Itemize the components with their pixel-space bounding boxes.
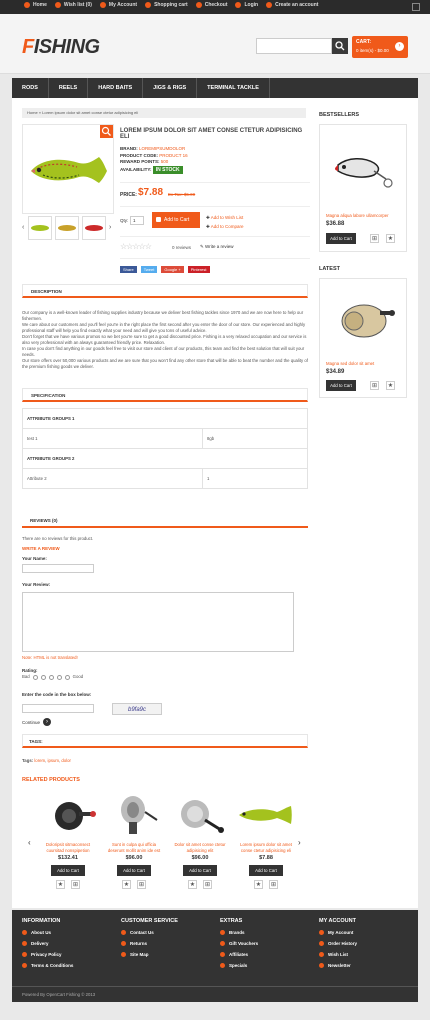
- reward-points: 500: [160, 159, 169, 164]
- footer-link[interactable]: About Us: [22, 930, 73, 935]
- cart-icon: [145, 2, 151, 8]
- lure-thumb-image: [83, 217, 105, 239]
- related-product: [235, 790, 297, 889]
- register-icon: [266, 2, 272, 8]
- top-link-register[interactable]: Create an account: [260, 2, 318, 8]
- description-heading[interactable]: DESCRIPTION: [22, 284, 308, 298]
- write-review-heading: WRITE A REVIEW: [22, 546, 60, 551]
- add-to-cart-button[interactable]: Add to Cart: [326, 380, 356, 391]
- compare-icon[interactable]: ⊞: [138, 882, 145, 888]
- search-icon: [335, 41, 345, 51]
- captcha-image: b9fa9c: [112, 703, 162, 715]
- table-row: ATTRIBUTE GROUPS 1: [23, 409, 308, 429]
- rating-radio-2[interactable]: [41, 675, 46, 680]
- table-row: ATTRIBUTE GROUPS 2: [23, 449, 308, 469]
- footer-link[interactable]: Site Map: [121, 952, 178, 957]
- wishlist-star-icon[interactable]: ★: [387, 383, 394, 389]
- pinterest-share-button[interactable]: Pinterest: [188, 266, 210, 273]
- product-price: $96.00: [191, 855, 209, 861]
- captcha-label: Enter the code in the box below:: [22, 692, 92, 697]
- footer-column-customer-service: CUSTOMER SERVICE Contact Us Returns Site Map: [121, 918, 178, 957]
- review-textarea[interactable]: [22, 592, 294, 652]
- top-link-wishlist[interactable]: Wish list (0): [49, 2, 92, 8]
- chevron-left-icon[interactable]: ‹: [28, 838, 31, 847]
- footer-link[interactable]: My Account: [319, 930, 357, 935]
- zoom-button[interactable]: [100, 125, 113, 138]
- write-review-link[interactable]: ✎ Write a review: [200, 244, 234, 249]
- product-meta: BRAND: LOREMIPSUMDOLOR PRODUCT CODE: PRODUCT 16 REWARD POINTS: 500 AVAILABILITY: IN STOCK: [120, 146, 188, 173]
- chevron-left-icon[interactable]: ‹: [22, 224, 25, 231]
- tags-heading: TAGS:: [22, 734, 308, 748]
- add-to-cart-button[interactable]: Add to Cart: [51, 865, 85, 876]
- zoom-icon: [100, 125, 113, 138]
- add-to-cart-button[interactable]: Add to Cart: [152, 212, 200, 228]
- cart-summary: 0 item(s) - $0.00: [356, 48, 389, 53]
- review-label: Your Review:: [22, 582, 51, 587]
- add-to-cart-button[interactable]: Add to Cart: [117, 865, 151, 876]
- facebook-share-button[interactable]: Share: [120, 266, 137, 273]
- bestseller-box: [319, 124, 407, 252]
- footer-link[interactable]: Contact Us: [121, 930, 178, 935]
- description-body: [22, 310, 308, 370]
- footer-column-my-account: MY ACCOUNT My Account Order History Wish List Newsletter: [319, 918, 358, 968]
- reel-image: [169, 790, 231, 840]
- related-product: [103, 790, 165, 889]
- footer-link[interactable]: Gift Vouchers: [220, 941, 258, 946]
- html-note: Note: HTML is not translated!: [22, 655, 78, 660]
- search-button[interactable]: [332, 38, 348, 54]
- twitter-share-button[interactable]: Tweet: [141, 266, 158, 273]
- specification-table: [22, 408, 308, 489]
- product-price: $96.00: [125, 855, 143, 861]
- lure-image: [235, 790, 297, 840]
- nav-item-reels[interactable]: REELS: [49, 78, 88, 98]
- compare-icon[interactable]: ⊞: [270, 882, 277, 888]
- tag-link[interactable]: ipsum: [47, 758, 59, 763]
- pencil-icon: ✎: [200, 244, 206, 249]
- stock-badge: IN STOCK: [153, 166, 183, 175]
- bestsellers-title: BESTSELLERS: [319, 112, 360, 118]
- product-price: $7.88: [259, 855, 273, 861]
- description-paragraph: In case you don't find anything in our goods feel free to visit our store and client of our products, this team and find the best solution that will suit your needs.: [22, 346, 305, 357]
- top-link-account[interactable]: My Account: [94, 2, 137, 8]
- description-paragraph: Don't forget that we have various promos so we bet you're sure to get a good discounted price. Fishing is a very relaxed occupation and our service is also very professional with an always guaranteed friendly price. Relaxation.: [22, 334, 307, 345]
- product-image[interactable]: [169, 790, 231, 840]
- rating-radio-3[interactable]: [49, 675, 54, 680]
- related-product: [169, 790, 231, 889]
- divider: [120, 206, 310, 207]
- name-label: Your Name:: [22, 556, 47, 561]
- product-name-link[interactable]: Magna sed dolor sit amet: [326, 361, 375, 366]
- description-paragraph: Our store offers over 50,000 various products and we are sure that you won't find any other store that will be able to beat the number and the quality of the premium fishing goods we deliver.: [22, 358, 308, 369]
- google-share-button[interactable]: Google +: [161, 266, 183, 273]
- product-image[interactable]: [103, 790, 165, 840]
- wishlist-star-icon[interactable]: ★: [189, 882, 196, 888]
- latest-title: LATEST: [319, 266, 340, 272]
- nav-item-jigs-rigs[interactable]: JIGS & RIGS: [143, 78, 197, 98]
- product-price: $132.41: [58, 855, 78, 861]
- reel-image: [103, 790, 165, 840]
- lure-thumb-image: [29, 217, 51, 239]
- product-name-link[interactable]: Dolor sit amet conse ctetur adipisicing elit: [174, 842, 226, 853]
- related-heading: RELATED PRODUCTS: [22, 777, 80, 783]
- footer-column-extras: EXTRAS Brands Gift Vouchers Affiliates Specials: [220, 918, 259, 968]
- powered-by-text: Powered By OpenCart Fishing © 2013: [22, 992, 96, 997]
- add-to-wishlist-link[interactable]: ✚ Add to Wish List: [206, 215, 244, 220]
- chevron-right-icon[interactable]: ›: [298, 838, 301, 847]
- specification-heading[interactable]: SPECIFICATION: [22, 388, 308, 402]
- product-name-link[interactable]: Doloripsit sitmaconsect cuursitad nonspipetion: [45, 842, 91, 853]
- login-icon: [235, 2, 241, 8]
- reel-image: [324, 285, 404, 355]
- nav-item-hard-baits[interactable]: HARD BAITS: [88, 78, 143, 98]
- footer-link[interactable]: Specials: [220, 963, 258, 968]
- product-name-link[interactable]: Magna aliqua labore ullamcorper: [326, 213, 389, 218]
- nav-item-terminal-tackle[interactable]: TERMINAL TACKLE: [197, 78, 270, 98]
- currency-dropdown-icon[interactable]: [412, 3, 420, 11]
- quantity-input[interactable]: 1: [130, 216, 144, 225]
- top-links: [18, 2, 318, 8]
- wishlist-star-icon[interactable]: ★: [255, 882, 262, 888]
- compare-icon[interactable]: ⊞: [72, 882, 79, 888]
- price-label: PRICE:: [120, 192, 137, 198]
- plus-icon: ✚: [206, 224, 211, 229]
- description-paragraph: We care about our customers and you'll feel you're in the right place the first second after you enter the door of our store. Our experienced and highly professional staff will help you find exactly what your need and will give you tons of useful advice.: [22, 322, 306, 333]
- latest-box: [319, 278, 407, 398]
- divider: [120, 182, 310, 183]
- reel-image: [37, 790, 99, 840]
- top-link-login[interactable]: Login: [229, 2, 258, 8]
- thumbnail-strip: [22, 216, 114, 242]
- add-to-compare-link[interactable]: ✚ Add to Compare: [206, 224, 244, 229]
- product-name-link[interactable]: Sunt in culpa qui officia deserunt mollit anim ide est: [107, 842, 161, 853]
- thumbnail[interactable]: [82, 216, 106, 240]
- product-image[interactable]: [324, 285, 404, 355]
- continue-button[interactable]: Continue ›: [22, 718, 51, 726]
- product-code: PRODUCT 16: [159, 152, 188, 158]
- arrow-right-icon: ›: [43, 718, 51, 726]
- compare-icon[interactable]: ⊞: [204, 882, 211, 888]
- home-icon: [24, 2, 30, 8]
- add-to-cart-button[interactable]: Add to Cart: [183, 865, 217, 876]
- lure-thumb-image: [56, 217, 78, 239]
- rating-label: Rating:: [22, 668, 38, 673]
- user-icon: [100, 2, 106, 8]
- top-link-home[interactable]: Home: [18, 2, 47, 8]
- reviews-heading[interactable]: REVIEWS (0): [22, 514, 308, 528]
- footer-column-information: INFORMATION About Us Delivery Privacy Policy Terms & Conditions: [22, 918, 74, 968]
- table-row: Attribute 2 1: [23, 469, 308, 489]
- breadcrumb[interactable]: Home » Lorem ipsum dolor sit amet conse ctetur adipisicing eli: [22, 108, 306, 118]
- add-to-cart-button[interactable]: Add to Cart: [326, 233, 356, 244]
- plus-icon: ✚: [206, 215, 211, 220]
- product-price: $36.88: [326, 221, 345, 227]
- wishlist-star-icon[interactable]: ★: [57, 882, 64, 888]
- top-link-checkout[interactable]: Checkout: [190, 2, 228, 8]
- cart-icon: [156, 217, 161, 222]
- footer-link[interactable]: Wish List: [319, 952, 357, 957]
- nav-item-rods[interactable]: RODS: [12, 78, 49, 98]
- lure-image: [23, 125, 115, 215]
- cart-title: CART:: [356, 39, 371, 45]
- footer-link[interactable]: Brands: [220, 930, 258, 935]
- share-buttons: [120, 266, 210, 273]
- search-input[interactable]: [256, 38, 332, 54]
- footer-link[interactable]: Terms & Conditions: [22, 963, 73, 968]
- price: $7.88: [138, 187, 164, 198]
- add-to-cart-button[interactable]: Add to Cart: [249, 865, 283, 876]
- divider: [120, 236, 310, 237]
- heart-icon: [55, 2, 61, 8]
- name-input[interactable]: [22, 564, 94, 573]
- chevron-right-icon[interactable]: ›: [109, 224, 112, 231]
- logo[interactable]: FISHING: [22, 36, 100, 58]
- no-reviews-text: There are no reviews for this product.: [22, 536, 94, 541]
- wishlist-star-icon[interactable]: ★: [387, 236, 394, 242]
- compare-icon[interactable]: ⊞: [371, 383, 378, 389]
- ex-tax-price: Ex Tax: $5.00: [168, 192, 196, 197]
- footer-link[interactable]: Delivery: [22, 941, 73, 946]
- footer-link[interactable]: Order History: [319, 941, 357, 946]
- thumbnail[interactable]: [28, 216, 52, 240]
- main-nav: [12, 78, 418, 98]
- footer-link[interactable]: Newsletter: [319, 963, 357, 968]
- product-image[interactable]: [37, 790, 99, 840]
- product-image[interactable]: [235, 790, 297, 840]
- reviews-link[interactable]: 0 reviews: [172, 245, 192, 250]
- product-price: $34.89: [326, 369, 345, 375]
- top-link-cart[interactable]: Shopping cart: [139, 2, 188, 8]
- checkout-icon: [196, 2, 202, 8]
- brand-link[interactable]: LOREMIPSUMDOLOR: [139, 146, 186, 151]
- qty-label: Qty:: [120, 218, 129, 223]
- rating-radio-4[interactable]: [57, 675, 62, 680]
- captcha-input[interactable]: [22, 704, 94, 713]
- tag-link[interactable]: dolor: [61, 758, 71, 763]
- table-row: test 1 8gb: [23, 429, 308, 449]
- footer-link[interactable]: Privacy Policy: [22, 952, 73, 957]
- footer-divider: [12, 986, 418, 987]
- rating-radio-group: Bad Good: [22, 674, 84, 679]
- footer-link[interactable]: Affiliates: [220, 952, 258, 957]
- footer-link[interactable]: Returns: [121, 941, 178, 946]
- product-image[interactable]: [324, 135, 404, 205]
- related-product: [37, 790, 99, 889]
- description-paragraph: Our company is a well-known leader of fishing supplies industry because we deliver best fishing tackles since 1970 and we are now here to help our fishermen.: [22, 310, 304, 321]
- thumbnail[interactable]: [55, 216, 79, 240]
- wishlist-star-icon[interactable]: ★: [123, 882, 130, 888]
- chevron-down-icon: ›: [395, 42, 404, 51]
- divider: [120, 258, 310, 259]
- cart-button[interactable]: [352, 36, 408, 58]
- product-title: LOREM IPSUM DOLOR SIT AMET CONSE CTETUR ADIPISICING ELI: [120, 128, 303, 140]
- rating-stars: ☆☆☆☆☆: [120, 242, 151, 251]
- compare-icon[interactable]: ⊞: [371, 236, 378, 242]
- lure-image: [324, 135, 404, 205]
- rating-radio-1[interactable]: [33, 675, 38, 680]
- tag-link[interactable]: lorem: [34, 758, 46, 763]
- product-name-link[interactable]: Lorem ipsum dolor sit amet conse ctetur adipisicing eli: [240, 842, 292, 853]
- tags-list: Tags: lorem, ipsum, dolor: [22, 758, 71, 763]
- rating-radio-5[interactable]: [65, 675, 70, 680]
